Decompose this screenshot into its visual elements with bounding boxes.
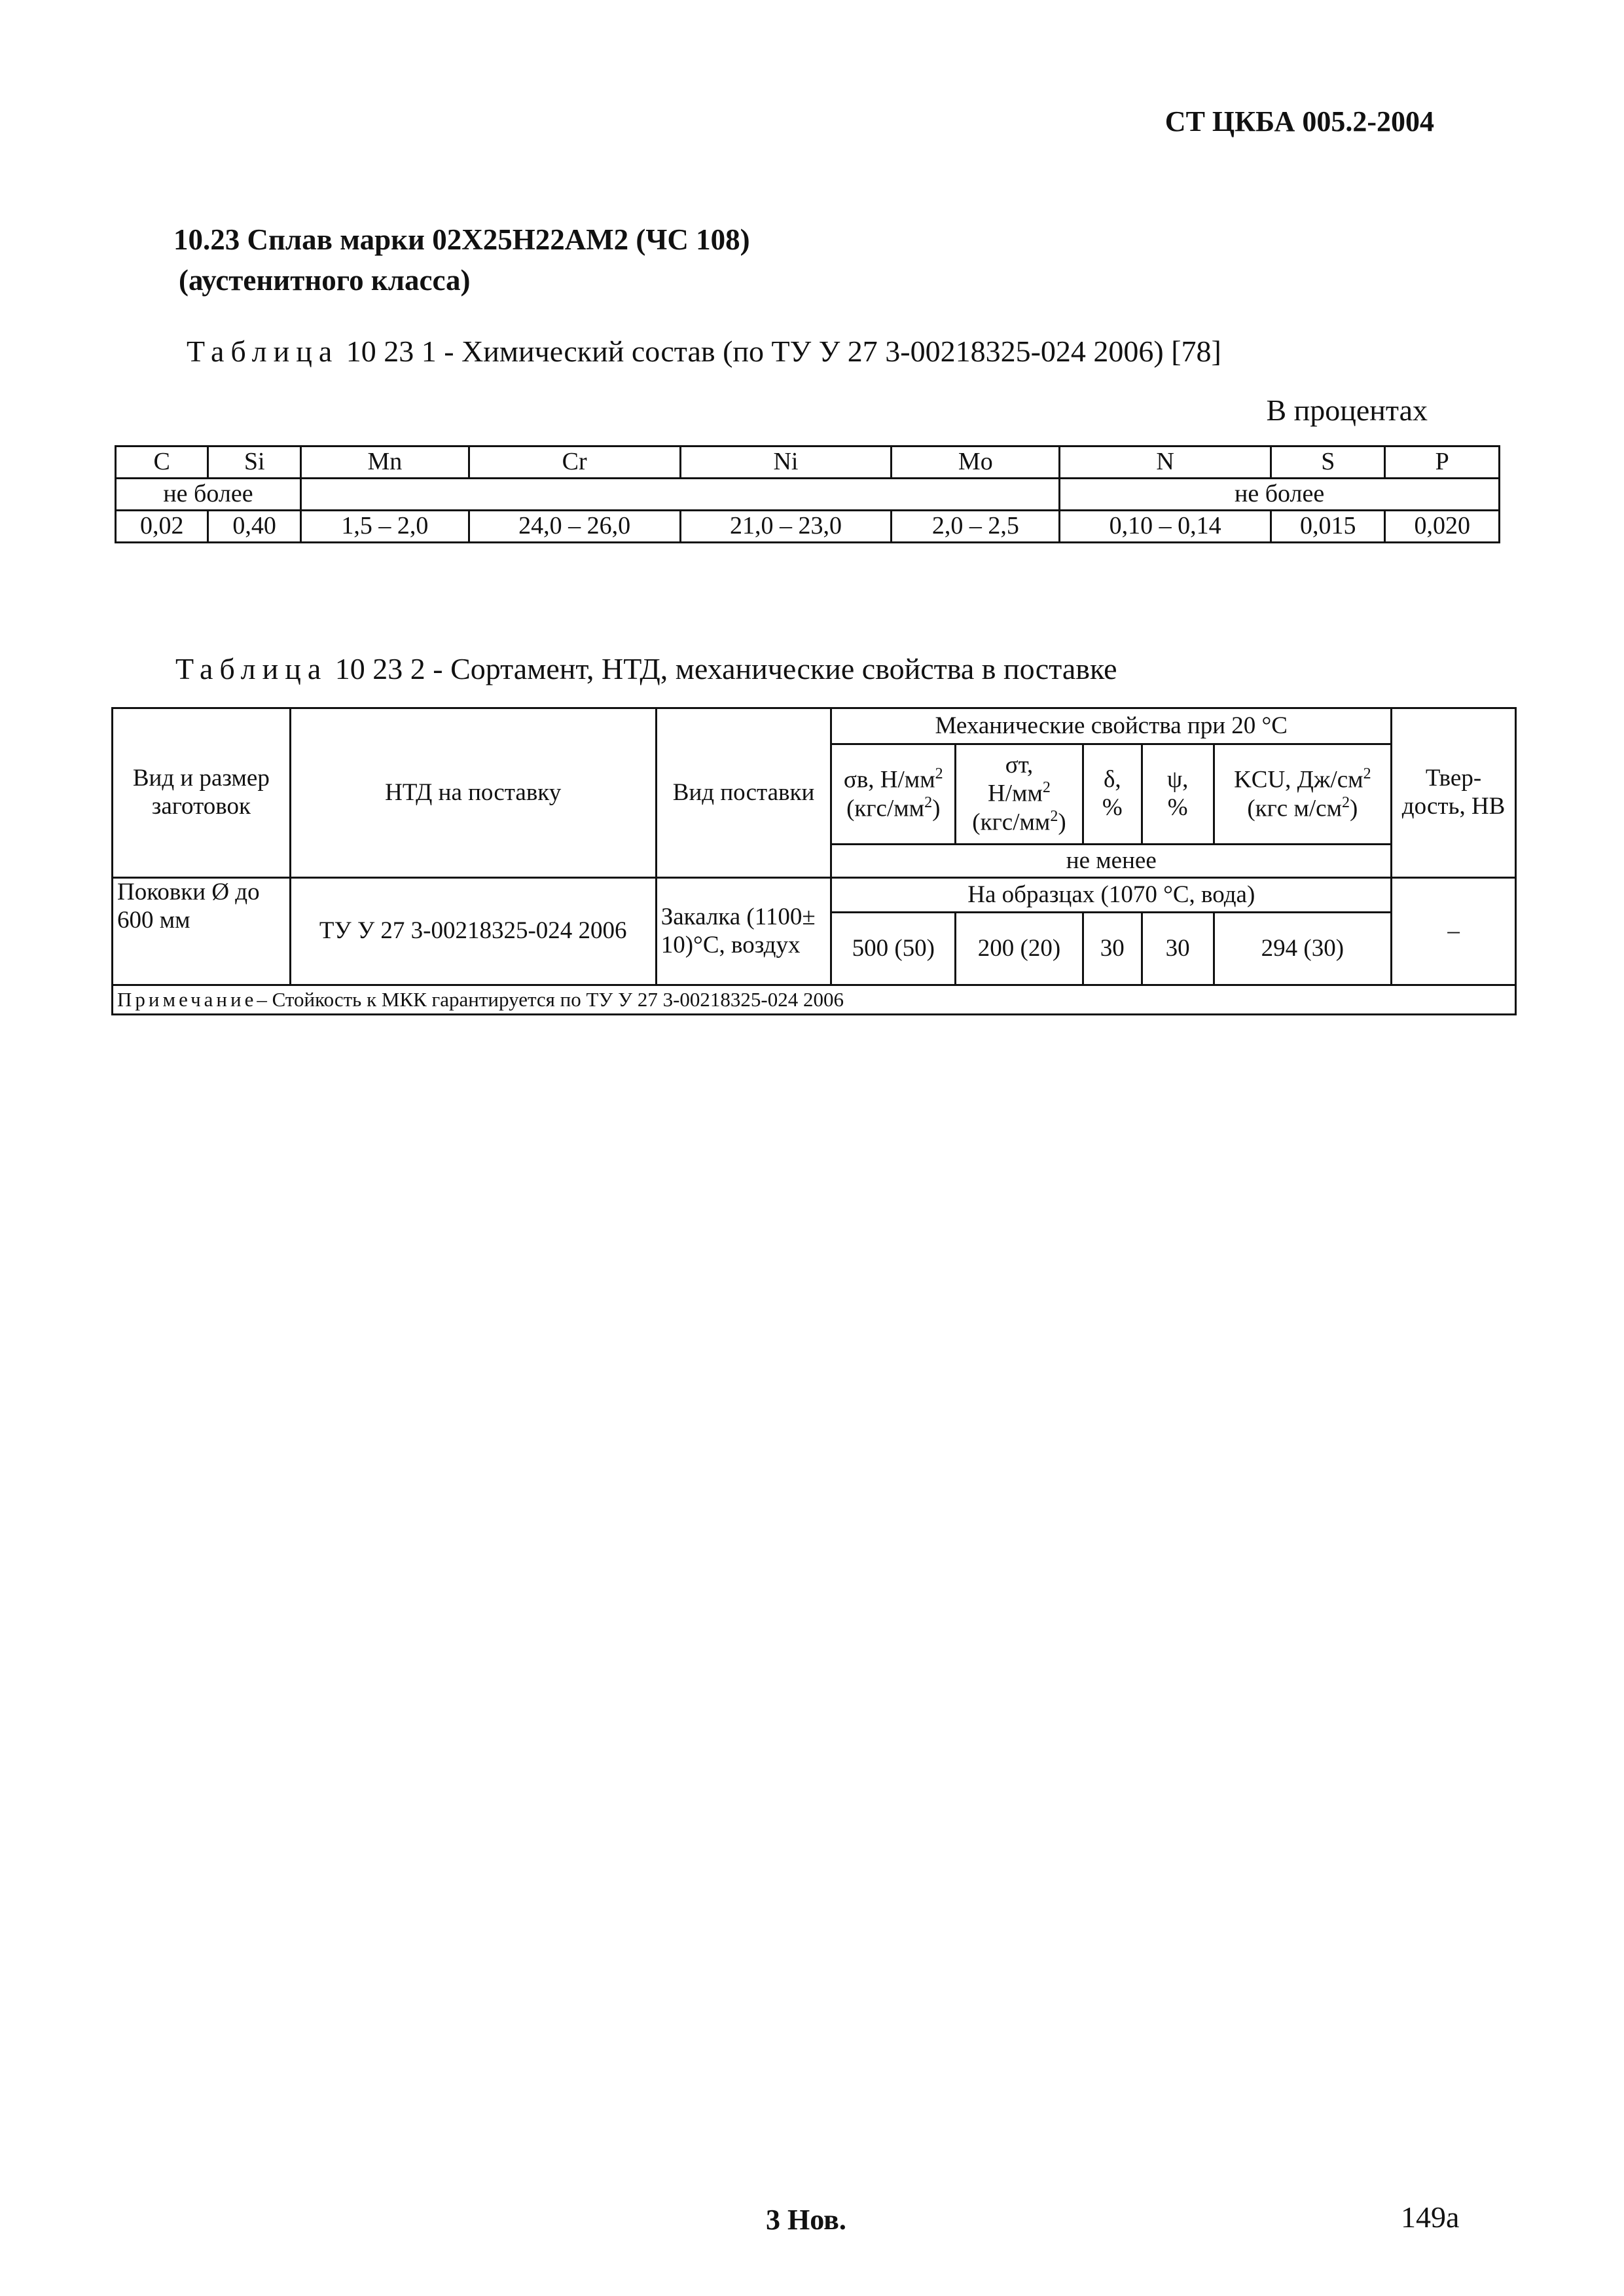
col-ntd-header: НТД на поставку bbox=[290, 708, 656, 878]
table2-note bbox=[113, 985, 1516, 1015]
mech-props-header: Механические свойства при 20 °С bbox=[831, 708, 1392, 744]
header-si: Si bbox=[208, 446, 300, 479]
sigma-t-header: σт, $Н/мм^2$ $(кгс/мм^2)$ bbox=[956, 744, 1083, 845]
psi-header bbox=[1142, 744, 1214, 845]
cell-samples-note: На образцах (1070 °С, вода) bbox=[831, 878, 1392, 913]
value-p: 0,020 bbox=[1385, 511, 1500, 543]
value-mo: 2,0 – 2,5 bbox=[892, 511, 1060, 543]
header-mn: Mn bbox=[300, 446, 469, 479]
table2-caption bbox=[175, 651, 1117, 686]
cell-ntd: ТУ У 27 3-00218325-024 2006 bbox=[290, 878, 656, 985]
cell-sigma-b: 500 (50) bbox=[831, 913, 956, 985]
kcu-header: KCU, $Дж/см^2$ (кгс $м/см^2$) bbox=[1214, 744, 1392, 845]
header-s: S bbox=[1271, 446, 1385, 479]
kcu-label: KCU, Дж/см bbox=[1234, 766, 1363, 793]
note-text: – Стойкость к МКК гарантируется по ТУ У 27 3-00218325-024 2006 bbox=[257, 988, 844, 1011]
sigma-t-units: Н/мм bbox=[988, 780, 1043, 807]
delta-header bbox=[1083, 744, 1142, 845]
mechanical-properties-table bbox=[111, 707, 1517, 1015]
psi-units: % bbox=[1167, 794, 1188, 821]
table1-header-row bbox=[116, 446, 1500, 479]
table1-caption-text: 10 23 1 - Химический состав (по ТУ У 27 3-00218325-024 2006) [78] bbox=[346, 335, 1221, 368]
delta-label: δ, bbox=[1103, 766, 1121, 793]
value-s: 0,015 bbox=[1271, 511, 1385, 543]
cell-blank-type: Поковки Ø до 600 мм bbox=[113, 878, 291, 985]
value-cr: 24,0 – 26,0 bbox=[469, 511, 680, 543]
sigma-b-units: (кгс/мм bbox=[846, 795, 925, 822]
value-c: 0,02 bbox=[116, 511, 208, 543]
hardness-header: Твер-дость, НВ bbox=[1392, 708, 1516, 878]
header-p: P bbox=[1385, 446, 1500, 479]
table1-limit-row bbox=[116, 479, 1500, 511]
delta-units: % bbox=[1102, 794, 1123, 821]
value-mn: 1,5 – 2,0 bbox=[300, 511, 469, 543]
limit-right: не более bbox=[1060, 479, 1500, 511]
value-n: 0,10 – 0,14 bbox=[1060, 511, 1271, 543]
table1-caption-label: Таблица bbox=[187, 335, 339, 368]
limit-middle-empty bbox=[300, 479, 1059, 511]
sigma-t-units-kgf: (кгс/мм bbox=[972, 809, 1051, 836]
section-title bbox=[173, 219, 750, 301]
table1-units: В процентах bbox=[1266, 393, 1428, 427]
cell-hardness: – bbox=[1392, 878, 1516, 985]
page-number: 149а bbox=[1401, 2200, 1460, 2234]
header-n: N bbox=[1060, 446, 1271, 479]
header-mo: Mo bbox=[892, 446, 1060, 479]
header-c: C bbox=[116, 446, 208, 479]
table1-caption bbox=[187, 334, 1221, 369]
table2-data-row1 bbox=[113, 878, 1516, 913]
header-cr: Cr bbox=[469, 446, 680, 479]
section-title-line1: 10.23 Сплав марки 02Х25Н22АМ2 (ЧС 108) bbox=[173, 223, 750, 256]
change-label: 3 Нов. bbox=[766, 2204, 846, 2236]
col-delivery-header: Вид поставки bbox=[656, 708, 831, 878]
sigma-t-label: σт, bbox=[1005, 751, 1034, 778]
table2-caption-text: 10 23 2 - Сортамент, НТД, механические свойства в поставке bbox=[334, 652, 1117, 685]
table2-note-row bbox=[113, 985, 1516, 1015]
kcu-units: (кгс м/см bbox=[1247, 795, 1343, 822]
document-code: СТ ЦКБА 005.2-2004 bbox=[1164, 105, 1434, 137]
value-si: 0,40 bbox=[208, 511, 300, 543]
sigma-b-header: σв, $Н/мм^2$ $(кгс/мм^2)$ bbox=[831, 744, 956, 845]
header-ni: Ni bbox=[680, 446, 892, 479]
cell-delivery: Закалка (1100± 10)°С, воздух bbox=[656, 878, 831, 985]
cell-sigma-t: 200 (20) bbox=[956, 913, 1083, 985]
cell-psi: 30 bbox=[1142, 913, 1214, 985]
cell-kcu: 294 (30) bbox=[1214, 913, 1392, 985]
table2-header-row1 bbox=[113, 708, 1516, 744]
value-ni: 21,0 – 23,0 bbox=[680, 511, 892, 543]
limit-left: не более bbox=[116, 479, 301, 511]
cell-delta: 30 bbox=[1083, 913, 1142, 985]
sigma-b-label: σв, Н/мм bbox=[843, 766, 935, 793]
note-label: Примечание bbox=[117, 988, 257, 1011]
psi-label: ψ, bbox=[1166, 766, 1189, 793]
table1-values-row bbox=[116, 511, 1500, 543]
table2-caption-label: Таблица bbox=[175, 652, 328, 685]
section-title-line2: (аустенитного класса) bbox=[179, 264, 471, 297]
chemical-composition-table bbox=[115, 445, 1500, 543]
col-blank-header: Вид и размер заготовок bbox=[113, 708, 291, 878]
not-less-header: не менее bbox=[831, 845, 1392, 878]
